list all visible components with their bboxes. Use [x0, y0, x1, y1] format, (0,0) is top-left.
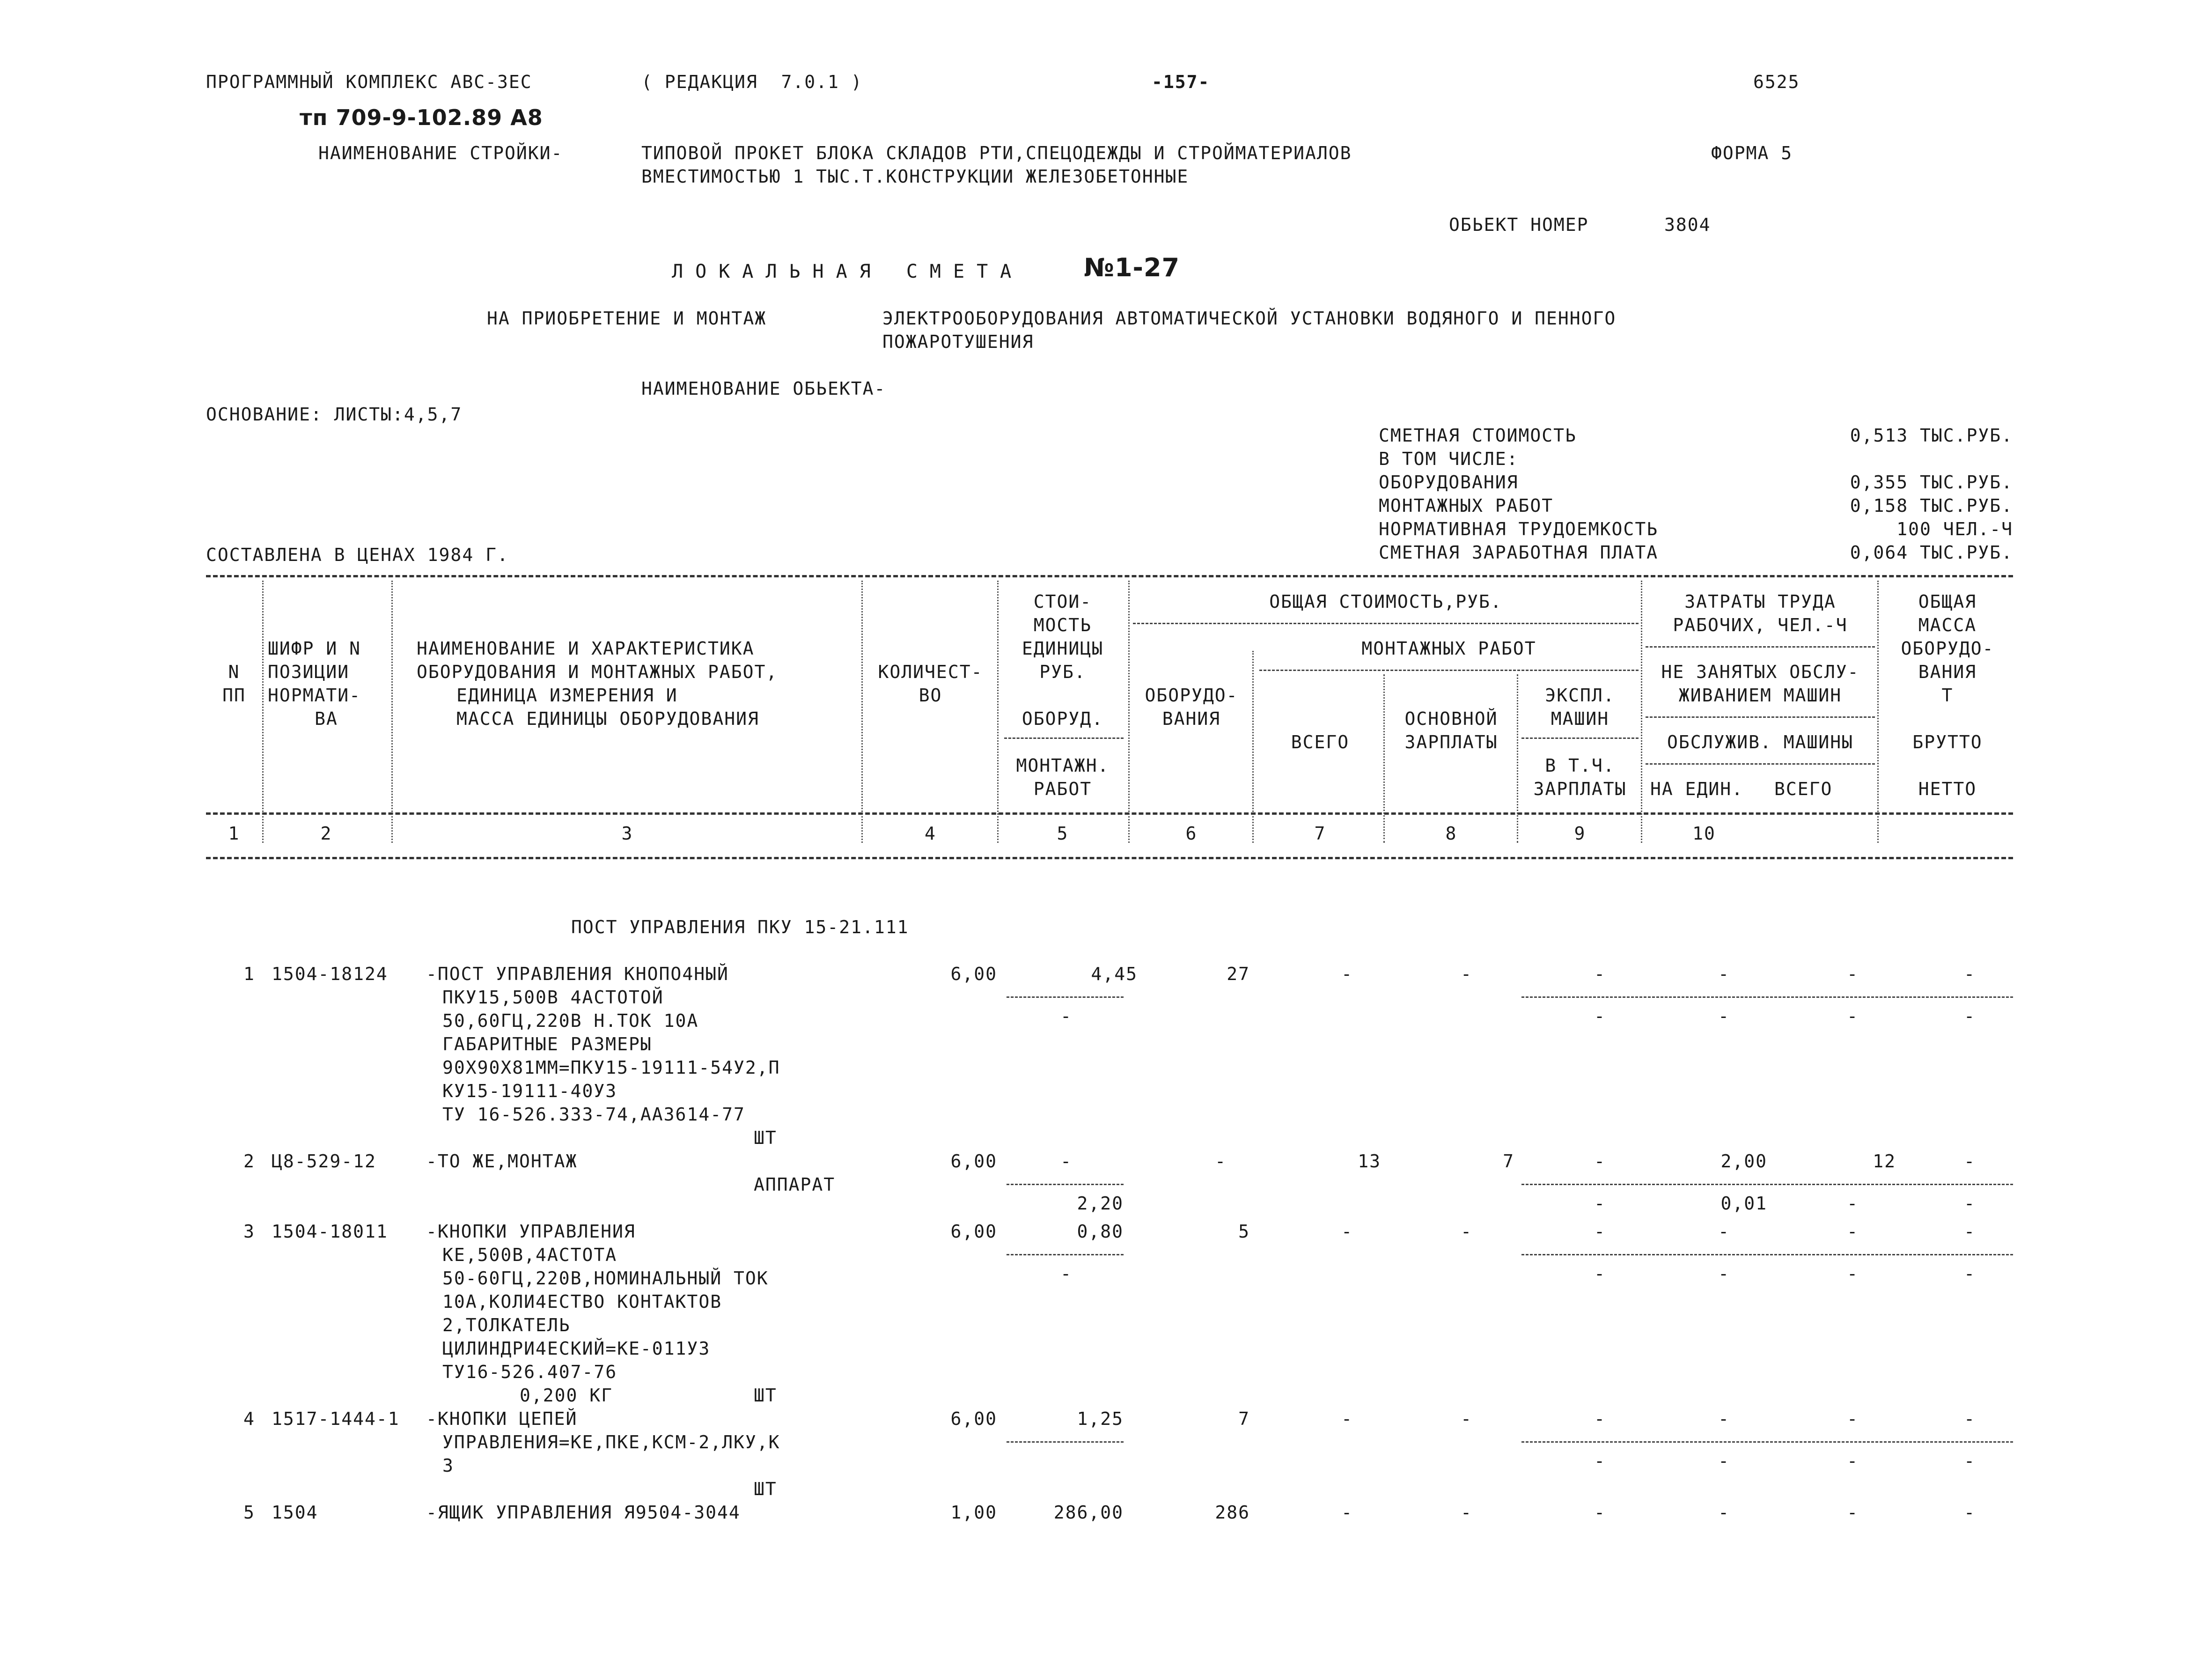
row-sub-value: -	[1847, 1451, 1859, 1471]
subtotal-divider	[1521, 1441, 2013, 1443]
row-number: 2	[243, 1151, 255, 1172]
title-number: №1-27	[1084, 253, 1180, 282]
row-mount-total: -	[1341, 1502, 1353, 1523]
row-name-line: 50,60ГЦ,220В Н.ТОК 10А	[442, 1010, 699, 1031]
row-sub-value: -	[1594, 1263, 1606, 1284]
document-code: 6525	[1753, 72, 1800, 92]
subtotal-divider	[1521, 996, 2013, 998]
mass-line1: ОБЩАЯ	[1918, 591, 1977, 612]
col4-line2: ВО	[919, 685, 942, 706]
labor-line5: ОБСЛУЖИВ. МАШИНЫ	[1667, 732, 1854, 752]
col4-line1: КОЛИЧЕСТ-	[878, 662, 983, 682]
construction-line-2: ВМЕСТИМОСТЬЮ 1 ТЫС.Т.КОНСТРУКЦИИ ЖЕЛЕЗОБЕТОННЫЕ	[641, 166, 1189, 187]
col9-divider	[1521, 737, 1639, 739]
mass-line6: БРУТТО	[1912, 732, 1983, 752]
row-name-line: ЦИЛИНДРИ4ЕСКИЙ=КЕ-011У3	[442, 1338, 711, 1359]
row-name-line: 2,ТОЛКАТЕЛЬ	[442, 1315, 571, 1335]
row-name-line: -КНОПКИ УПРАВЛЕНИЯ	[426, 1221, 636, 1242]
col2-line1: ШИФР И N	[268, 638, 361, 659]
row-base-salary: -	[1461, 1502, 1472, 1523]
row-price-equip: -	[1060, 1151, 1072, 1172]
row-base-salary: -	[1461, 1408, 1472, 1429]
prices-basis: СОСТАВЛЕНА В ЦЕНАХ 1984 Г.	[206, 545, 509, 565]
row-machines: -	[1594, 1151, 1606, 1172]
mass-line3: ОБОРУДО-	[1901, 638, 1994, 659]
table-top-rule	[206, 575, 2013, 577]
mass-line5: Т	[1941, 685, 1954, 706]
row-equip-total: 5	[1238, 1221, 1250, 1242]
row-code: 1504	[272, 1502, 318, 1523]
row-mass: -	[1964, 1151, 1976, 1172]
col5-divider	[1004, 737, 1124, 739]
col-separator	[1517, 674, 1518, 843]
row-price-equip: 4,45	[1091, 964, 1138, 984]
col6-line2: ВАНИЯ	[1162, 708, 1221, 729]
col5-line5: ОБОРУД.	[1021, 708, 1104, 729]
col-number: 2	[320, 823, 332, 844]
labor-divider-3	[1646, 763, 1875, 765]
summary-label-0: СМЕТНАЯ СТОИМОСТЬ	[1379, 425, 1577, 446]
handwritten-reference: тп 709-9-102.89 А8	[300, 105, 543, 130]
row-quantity: 1,00	[950, 1502, 997, 1523]
col2-line2: ПОЗИЦИИ	[268, 662, 350, 682]
document-title: ЛОКАЛЬНАЯ СМЕТА	[672, 261, 1024, 282]
col-separator	[1641, 581, 1642, 843]
col-separator	[262, 581, 264, 843]
row-sub-value: -	[1964, 1263, 1976, 1284]
total-cost-divider	[1133, 623, 1639, 624]
row-sub-value: -	[1594, 1006, 1606, 1026]
row-price-equip: 0,80	[1077, 1221, 1124, 1242]
col-number: 8	[1445, 823, 1457, 844]
col5-line2: МОСТЬ	[1033, 615, 1092, 635]
row-code: 1504-18124	[272, 964, 388, 984]
numbers-bottom-rule	[206, 857, 2013, 859]
row-sub-value: 0,01	[1720, 1193, 1767, 1214]
row-name-line: ТУ16-526.407-76	[442, 1362, 617, 1382]
labor-line4: ЖИВАНИЕМ МАШИН	[1678, 685, 1842, 706]
row-labor-total: -	[1847, 1221, 1859, 1242]
row-machines: -	[1594, 964, 1606, 984]
row-name-line: КЕ,500В,4АСТОТА	[442, 1245, 617, 1265]
col-number: 5	[1057, 823, 1069, 844]
row-base-salary: -	[1461, 1221, 1472, 1242]
col-number: 6	[1185, 823, 1198, 844]
row-sub-value: -	[1718, 1006, 1730, 1026]
price-divider	[1007, 1441, 1124, 1443]
row-labor-unit: 2,00	[1720, 1151, 1767, 1172]
summary-label-4: НОРМАТИВНАЯ ТРУДОЕМКОСТЬ	[1379, 519, 1659, 539]
row-name-line: ГАБАРИТНЫЕ РАЗМЕРЫ	[442, 1034, 652, 1054]
mass-line7: НЕТТО	[1918, 779, 1977, 799]
row-mass: -	[1964, 1221, 1976, 1242]
row-sub-value: -	[1594, 1193, 1606, 1214]
row-number: 5	[243, 1502, 255, 1523]
row-unit: ШТ	[754, 1479, 777, 1499]
row-mount-total: -	[1341, 964, 1353, 984]
row-quantity: 6,00	[950, 1408, 997, 1429]
row-sub-value: -	[1594, 1451, 1606, 1471]
row-name-line: УПРАВЛЕНИЯ=КЕ,ПКЕ,КСМ-2,ЛКУ,К	[442, 1432, 780, 1453]
row-labor-unit: -	[1718, 1502, 1730, 1523]
row-name-line: -ПОСТ УПРАВЛЕНИЯ КНОПО4НЫЙ	[426, 964, 729, 984]
col5-line3: ЕДИНИЦЫ	[1021, 638, 1104, 659]
mount-works-heading: МОНТАЖНЫХ РАБОТ	[1361, 638, 1536, 659]
col-separator	[997, 581, 999, 843]
row-name-line: -ЯЩИК УПРАВЛЕНИЯ Я9504-3044	[426, 1502, 741, 1523]
col3-line2: ОБОРУДОВАНИЯ И МОНТАЖНЫХ РАБОТ,	[417, 662, 778, 682]
labor-line1: ЗАТРАТЫ ТРУДА	[1684, 591, 1836, 612]
row-labor-unit: -	[1718, 1408, 1730, 1429]
summary-value-2: 0,355 ТЫС.РУБ.	[1850, 472, 2013, 493]
row-price-equip: 1,25	[1077, 1408, 1124, 1429]
col9-line1: ЭКСПЛ.	[1545, 685, 1615, 706]
row-name-line: -ТО ЖЕ,МОНТАЖ	[426, 1151, 578, 1172]
row-price-mount: -	[1060, 1263, 1072, 1284]
labor-divider-1	[1646, 646, 1875, 648]
row-mass: -	[1964, 964, 1976, 984]
object-number-label: ОБЬЕКТ НОМЕР	[1449, 214, 1589, 235]
col5-line4: РУБ.	[1039, 662, 1086, 682]
row-code: 1517-1444-1	[272, 1408, 400, 1429]
row-machines: -	[1594, 1221, 1606, 1242]
row-name-line: КУ15-19111-40У3	[442, 1081, 617, 1101]
col-separator	[391, 581, 393, 843]
construction-label: НАИМЕНОВАНИЕ СТРОЙКИ-	[318, 143, 563, 163]
labor-total: ВСЕГО	[1774, 779, 1833, 799]
basis: ОСНОВАНИЕ: ЛИСТЫ:4,5,7	[206, 404, 463, 425]
row-mount-total: 13	[1358, 1151, 1381, 1172]
col-separator	[1383, 674, 1385, 843]
col-number: 4	[925, 823, 936, 844]
summary-label-5: СМЕТНАЯ ЗАРАБОТНАЯ ПЛАТА	[1379, 542, 1659, 563]
col6-line1: ОБОРУДО-	[1145, 685, 1238, 706]
row-price-mount: 2,20	[1077, 1193, 1124, 1214]
row-name-line: 3	[442, 1455, 454, 1476]
col2-line3: НОРМАТИ-	[268, 685, 361, 706]
row-sub-value: -	[1847, 1006, 1859, 1026]
summary-value-5: 0,064 ТЫС.РУБ.	[1850, 542, 2013, 563]
row-sub-value: -	[1847, 1263, 1859, 1284]
col7-label: ВСЕГО	[1291, 732, 1350, 752]
row-number: 1	[243, 964, 255, 984]
col-number: 1	[228, 823, 240, 844]
mount-works-divider	[1259, 670, 1639, 671]
price-divider	[1007, 1254, 1124, 1255]
row-unit: АППАРАТ	[754, 1174, 836, 1195]
row-equip-total: 286	[1215, 1502, 1250, 1523]
summary-label-1: В ТОМ ЧИСЛЕ:	[1379, 449, 1519, 469]
col9-line4: ЗАРПЛАТЫ	[1533, 779, 1627, 799]
row-code: 1504-18011	[272, 1221, 388, 1242]
row-name-line: 10А,КОЛИ4ЕСТВО КОНТАКТОВ	[442, 1291, 722, 1312]
price-divider	[1007, 1184, 1124, 1185]
col-number: 9	[1574, 823, 1586, 844]
row-equip-total: -	[1215, 1151, 1227, 1172]
labor-line3: НЕ ЗАНЯТЫХ ОБСЛУ-	[1661, 662, 1859, 682]
labor-line2: РАБОЧИХ, ЧЕЛ.-Ч	[1673, 615, 1848, 635]
row-sub-value: -	[1964, 1193, 1976, 1214]
page-number: -157-	[1152, 72, 1210, 92]
construction-line-1: ТИПОВОЙ ПРОКЕТ БЛОКА СКЛАДОВ РТИ,СПЕЦОДЕЖДЫ И СТРОЙМАТЕРИАЛОВ	[641, 143, 1352, 163]
row-base-salary: -	[1461, 964, 1472, 984]
object-name-label: НАИМЕНОВАНИЕ ОБЬЕКТА-	[641, 378, 886, 399]
program-name: ПРОГРАММНЫЙ КОМПЛЕКС АВС-3ЕС	[206, 72, 532, 92]
row-quantity: 6,00	[950, 1151, 997, 1172]
section-title: ПОСТ УПРАВЛЕНИЯ ПКУ 15-21.111	[571, 917, 909, 937]
mass-line4: ВАНИЯ	[1918, 662, 1977, 682]
summary-value-4: 100 ЧЕЛ.-Ч	[1896, 519, 2013, 539]
row-name-line: ТУ 16-526.333-74,АА3614-77	[442, 1104, 745, 1125]
edition: ( РЕДАКЦИЯ 7.0.1 )	[641, 72, 863, 92]
col9-line2: МАШИН	[1551, 708, 1609, 729]
row-sub-value: -	[1718, 1451, 1730, 1471]
subtotal-divider	[1521, 1254, 2013, 1255]
purpose-label: НА ПРИОБРЕТЕНИЕ И МОНТАЖ	[487, 308, 767, 329]
row-labor-total: -	[1847, 964, 1859, 984]
row-sub-value: -	[1964, 1006, 1976, 1026]
row-mount-total: -	[1341, 1221, 1353, 1242]
row-name-line: 50-60ГЦ,220В,НОМИНАЛЬНЫЙ ТОК	[442, 1268, 769, 1289]
labor-per-unit: НА ЕДИН.	[1650, 779, 1744, 799]
col-separator	[861, 581, 863, 843]
row-machines: -	[1594, 1408, 1606, 1429]
row-sub-value: -	[1964, 1451, 1976, 1471]
row-number: 3	[243, 1221, 255, 1242]
col-number: 10	[1692, 823, 1716, 844]
col3-line3: ЕДИНИЦА ИЗМЕРЕНИЯ И	[456, 685, 678, 706]
row-labor-total: -	[1847, 1502, 1859, 1523]
col3-line1: НАИМЕНОВАНИЕ И ХАРАКТЕРИСТИКА	[417, 638, 755, 659]
row-quantity: 6,00	[950, 1221, 997, 1242]
object-number: 3804	[1664, 214, 1711, 235]
purpose-line-2: ПОЖАРОТУШЕНИЯ	[882, 332, 1034, 352]
row-name-line: 90Х90Х81ММ=ПКУ15-19111-54У2,П	[442, 1057, 780, 1078]
row-labor-total: 12	[1873, 1151, 1896, 1172]
row-equip-total: 7	[1238, 1408, 1250, 1429]
row-unit: ШТ	[754, 1385, 777, 1406]
row-sub-value: -	[1847, 1193, 1859, 1214]
row-labor-unit: -	[1718, 1221, 1730, 1242]
summary-label-3: МОНТАЖНЫХ РАБОТ	[1379, 495, 1554, 516]
summary-label-2: ОБОРУДОВАНИЯ	[1379, 472, 1519, 493]
row-mass: -	[1964, 1408, 1976, 1429]
labor-divider-2	[1646, 716, 1875, 718]
col5-line7: РАБОТ	[1033, 779, 1092, 799]
col-number: 3	[621, 823, 633, 844]
form-label: ФОРМА 5	[1711, 143, 1793, 163]
summary-value-3: 0,158 ТЫС.РУБ.	[1850, 495, 2013, 516]
row-base-salary: 7	[1503, 1151, 1514, 1172]
mass-line2: МАССА	[1918, 615, 1977, 635]
row-name-line: -КНОПКИ ЦЕПЕЙ	[426, 1408, 578, 1429]
col-separator	[1128, 581, 1130, 843]
row-price-mount: -	[1060, 1006, 1072, 1026]
subtotal-divider	[1521, 1184, 2013, 1185]
col-separator	[1877, 581, 1879, 843]
row-mass: -	[1964, 1502, 1976, 1523]
row-unit: ШТ	[754, 1128, 777, 1148]
summary-value-0: 0,513 ТЫС.РУБ.	[1850, 425, 2013, 446]
col9-line3: В Т.Ч.	[1545, 755, 1615, 776]
row-number: 4	[243, 1408, 255, 1429]
row-labor-total: -	[1847, 1408, 1859, 1429]
header-bottom-rule	[206, 812, 2013, 815]
purpose-line-1: ЭЛЕКТРООБОРУДОВАНИЯ АВТОМАТИЧЕСКОЙ УСТАНОВКИ ВОДЯНОГО И ПЕННОГО	[882, 308, 1617, 329]
col1-line1: N	[228, 662, 240, 682]
total-cost-heading: ОБЩАЯ СТОИМОСТЬ,РУБ.	[1269, 591, 1502, 612]
col5-line6: МОНТАЖН.	[1016, 755, 1110, 776]
col5-line1: СТОИ-	[1033, 591, 1092, 612]
row-code: Ц8-529-12	[272, 1151, 376, 1172]
row-machines: -	[1594, 1502, 1606, 1523]
row-unit-mass: 0,200 КГ	[520, 1385, 613, 1406]
row-mount-total: -	[1341, 1408, 1353, 1429]
col2-line4: ВА	[315, 708, 338, 729]
row-equip-total: 27	[1227, 964, 1250, 984]
row-price-equip: 286,00	[1053, 1502, 1124, 1523]
row-quantity: 6,00	[950, 964, 997, 984]
col8-line2: ЗАРПЛАТЫ	[1404, 732, 1498, 752]
row-name-line: ПКУ15,500В 4АСТОТОЙ	[442, 987, 664, 1008]
col-number: 7	[1314, 823, 1326, 844]
col1-line2: ПП	[222, 685, 246, 706]
row-labor-unit: -	[1718, 964, 1730, 984]
col8-line1: ОСНОВНОЙ	[1404, 708, 1498, 729]
col3-line4: МАССА ЕДИНИЦЫ ОБОРУДОВАНИЯ	[456, 708, 759, 729]
price-divider	[1007, 996, 1124, 998]
row-sub-value: -	[1718, 1263, 1730, 1284]
